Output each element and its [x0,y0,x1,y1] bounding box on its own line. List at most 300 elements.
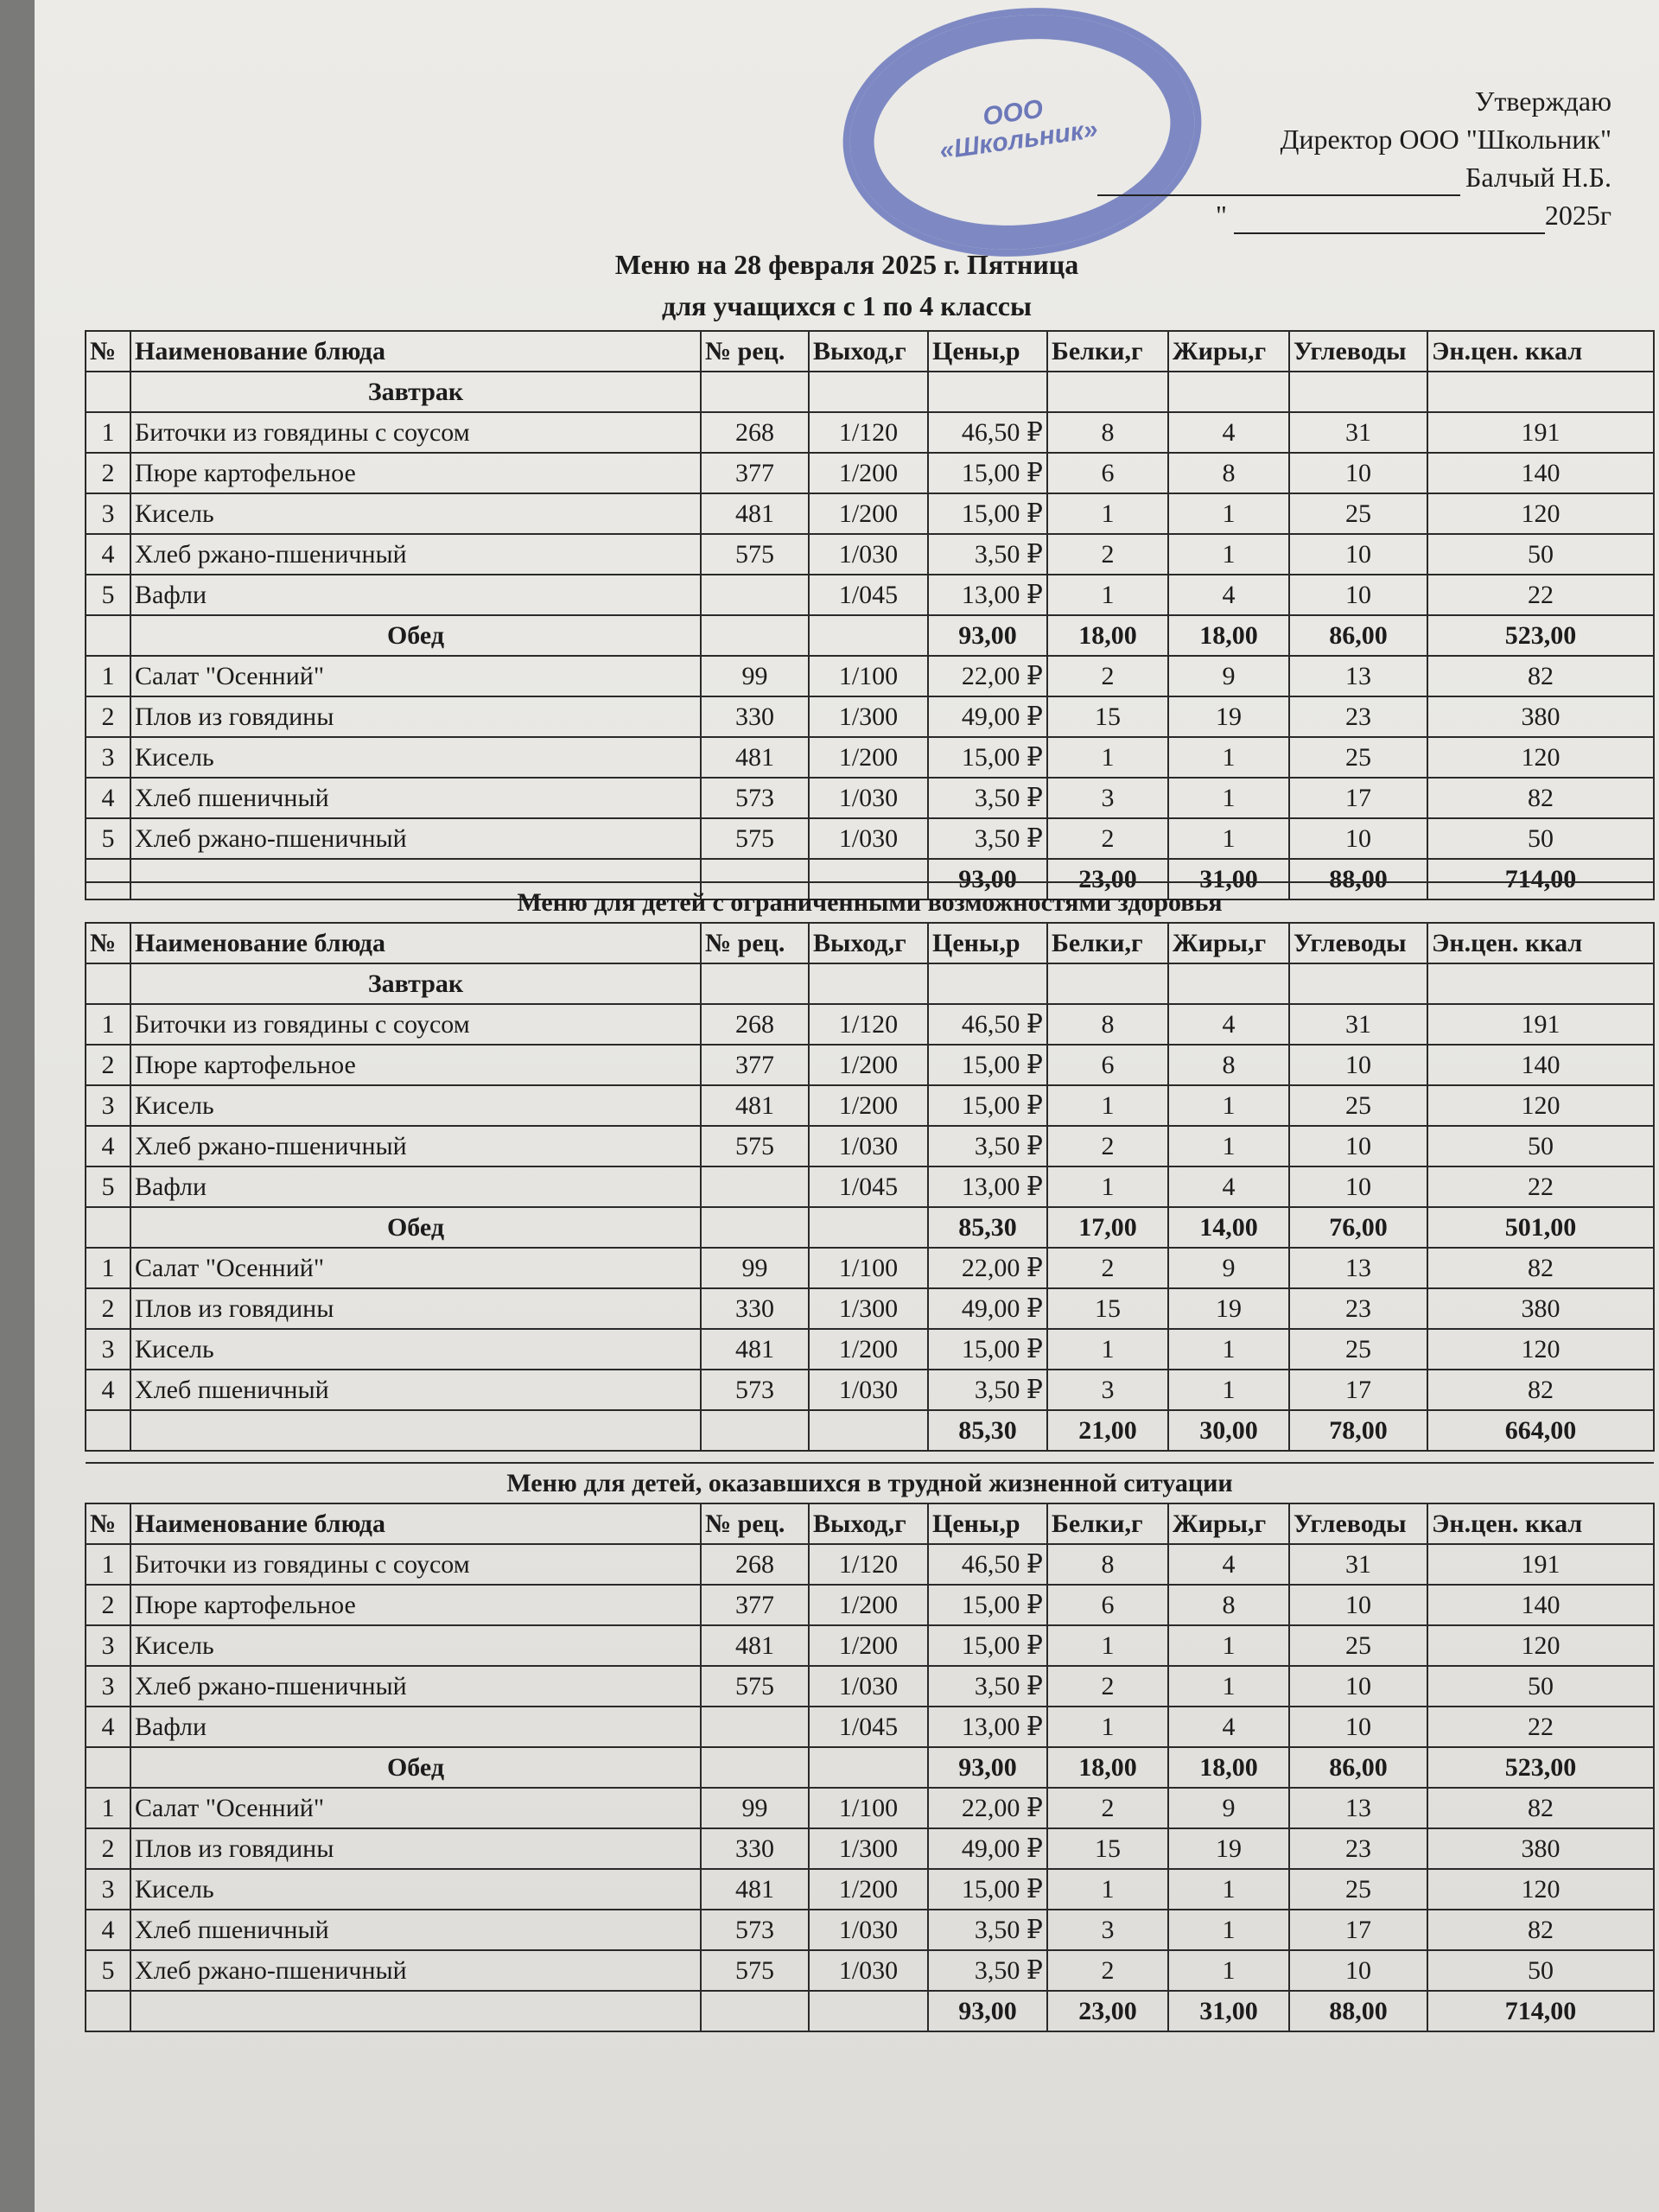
table-cell: 5 [86,818,130,859]
table-cell: 1 [86,1248,130,1288]
table-cell: 10 [1289,1585,1427,1625]
table-cell: 46,50 ₽ [928,412,1047,453]
empty-cell [1289,372,1427,412]
table-row [86,1869,1654,1910]
table-cell: 1/030 [809,534,928,575]
total-row [86,615,1654,656]
total-row [86,1410,1654,1451]
table-cell: 4 [86,1707,130,1747]
column-header: Выход,г [809,1503,928,1544]
table-cell: 1 [1047,1625,1168,1666]
column-header: Наименование блюда [130,1503,701,1544]
total-cell: 714,00 [1427,859,1654,899]
table-cell: 268 [701,1004,809,1045]
empty-cell [809,615,928,656]
empty-cell [86,1747,130,1788]
table-cell: 1/120 [809,412,928,453]
table-cell: 1 [1168,1869,1289,1910]
table-cell: 575 [701,534,809,575]
table-cell: 1 [86,656,130,696]
table-row [86,1166,1654,1207]
section-heading: Меню для детей, оказавшихся в трудной жизненной ситуации [86,1463,1654,1503]
table-cell: 3 [86,1085,130,1126]
table-cell: 1/030 [809,778,928,818]
table-cell: 1/030 [809,1126,928,1166]
table-cell: Биточки из говядины с соусом [130,1004,701,1045]
column-header: Жиры,г [1168,923,1289,963]
empty-cell [1047,963,1168,1004]
table-cell: 481 [701,1329,809,1370]
table-cell: 10 [1289,818,1427,859]
table-cell: 1 [86,412,130,453]
table-cell: 99 [701,1248,809,1288]
table-cell: 3,50 ₽ [928,818,1047,859]
table-cell: 191 [1427,1004,1654,1045]
table-cell: 191 [1427,1544,1654,1585]
table-row [86,1910,1654,1950]
table-cell: 5 [86,1166,130,1207]
column-header: Выход,г [809,923,928,963]
total-cell: 86,00 [1289,615,1427,656]
table-cell: 6 [1047,1045,1168,1085]
table-cell: Плов из говядины [130,1288,701,1329]
section-heading: Меню для детей с ограниченными возможностями здоровья [86,882,1654,923]
table-cell: 573 [701,778,809,818]
table-cell: 2 [1047,1788,1168,1828]
table-cell: 377 [701,1585,809,1625]
empty-cell [1047,372,1168,412]
empty-cell [1427,963,1654,1004]
date-year: 2025г [1544,200,1611,231]
table-cell: 8 [1047,412,1168,453]
approve-label: Утверждаю [1474,86,1611,117]
table-cell: 575 [701,1126,809,1166]
table-cell: 481 [701,1869,809,1910]
total-cell: 88,00 [1289,1991,1427,2031]
table-cell: 2 [1047,656,1168,696]
table-cell: 1 [1168,1625,1289,1666]
table-cell: 17 [1289,778,1427,818]
table-cell: 25 [1289,737,1427,778]
empty-cell [701,1207,809,1248]
table-cell: 140 [1427,1585,1654,1625]
total-cell: 714,00 [1427,1991,1654,2031]
meal-label: Завтрак [130,963,701,1004]
director-label: Директор ООО "Школьник" [1280,124,1611,155]
table-cell: 2 [1047,1126,1168,1166]
column-header: Углеводы [1289,923,1427,963]
table-cell: 17 [1289,1910,1427,1950]
table-cell: 575 [701,818,809,859]
table-cell: Салат "Осенний" [130,1788,701,1828]
table-cell: 120 [1427,1329,1654,1370]
table-cell: 1 [1047,1869,1168,1910]
table-header-row [86,923,1654,963]
meal-label: Обед [130,1207,701,1248]
table-cell [701,575,809,615]
table-cell: 4 [86,1370,130,1410]
table-cell: 120 [1427,737,1654,778]
table-cell: 49,00 ₽ [928,1288,1047,1329]
table-cell: 330 [701,1288,809,1329]
table-cell: 3 [1047,778,1168,818]
table-cell: 46,50 ₽ [928,1544,1047,1585]
table-cell: Кисель [130,1329,701,1370]
table-cell: 49,00 ₽ [928,1828,1047,1869]
table-cell: 3 [86,1869,130,1910]
table-cell: 15,00 ₽ [928,1085,1047,1126]
total-cell: 18,00 [1168,615,1289,656]
table-cell: 4 [1168,575,1289,615]
table-row [86,737,1654,778]
table-cell: 4 [86,778,130,818]
table-cell: 2 [86,453,130,493]
table-cell: 6 [1047,1585,1168,1625]
table-cell: 3 [1047,1910,1168,1950]
table-cell: 3,50 ₽ [928,1370,1047,1410]
column-header: № [86,923,130,963]
table-cell: 1 [1047,1329,1168,1370]
table-cell: 13,00 ₽ [928,1166,1047,1207]
table-cell: Хлеб ржано-пшеничный [130,534,701,575]
director-name: Балчый Н.Б. [1465,162,1611,193]
table-cell: 15,00 ₽ [928,1045,1047,1085]
table-cell: 1/120 [809,1004,928,1045]
table-cell: 1/200 [809,453,928,493]
table-cell: 1 [86,1788,130,1828]
table-cell: 8 [1047,1004,1168,1045]
table-cell: 377 [701,453,809,493]
page-subtitle: для учащихся с 1 по 4 классы [662,290,1032,321]
table-row [86,575,1654,615]
table-cell: 1/045 [809,1707,928,1747]
table-cell: Пюре картофельное [130,453,701,493]
column-header: Углеводы [1289,1503,1427,1544]
total-cell: 31,00 [1168,1991,1289,2031]
table-cell: 25 [1289,493,1427,534]
table-cell: 481 [701,1085,809,1126]
table-cell: 10 [1289,534,1427,575]
table-cell: 25 [1289,1329,1427,1370]
table-cell: 19 [1168,1828,1289,1869]
table-cell: 1/300 [809,696,928,737]
column-header: № рец. [701,923,809,963]
table-row [86,1370,1654,1410]
table-cell: 8 [1168,1585,1289,1625]
total-cell: 664,00 [1427,1410,1654,1451]
empty-cell [809,1207,928,1248]
table-cell: 50 [1427,1950,1654,1991]
column-header: Эн.цен. ккал [1427,1503,1654,1544]
table-cell: 2 [1047,1950,1168,1991]
table-cell: 2 [1047,818,1168,859]
total-cell: 30,00 [1168,1410,1289,1451]
table-cell: 19 [1168,696,1289,737]
section-heading-row [86,882,1654,923]
empty-cell [1168,963,1289,1004]
table-row [86,1666,1654,1707]
table-row [86,1707,1654,1747]
table-cell: 50 [1427,818,1654,859]
table-cell: 481 [701,737,809,778]
table-row [86,696,1654,737]
empty-cell [1168,372,1289,412]
table-cell: Кисель [130,1625,701,1666]
table-cell: 9 [1168,1788,1289,1828]
seal-center-text: ООО «Школьник» [938,94,1100,166]
table-cell: 15 [1047,1288,1168,1329]
table-cell: 13,00 ₽ [928,575,1047,615]
table-cell: 1/200 [809,1625,928,1666]
column-header: № [86,1503,130,1544]
approval-block [1097,82,1611,234]
table-cell: 22 [1427,1707,1654,1747]
table-cell: 1/200 [809,1045,928,1085]
table-cell: 2 [86,1585,130,1625]
table-cell: 377 [701,1045,809,1085]
table-cell: 1 [1047,1085,1168,1126]
table-cell: 1/200 [809,737,928,778]
table-cell: Вафли [130,1707,701,1747]
table-cell: Вафли [130,575,701,615]
total-cell: 85,30 [928,1207,1047,1248]
table-cell: Биточки из говядины с соусом [130,1544,701,1585]
empty-cell [701,372,809,412]
table-cell: 1/100 [809,1248,928,1288]
table-cell: 19 [1168,1288,1289,1329]
table-row [86,534,1654,575]
table-cell: 1/200 [809,493,928,534]
total-cell: 23,00 [1047,1991,1168,2031]
table-cell: Хлеб пшеничный [130,778,701,818]
empty-cell [1427,372,1654,412]
total-row [86,1747,1654,1788]
column-header: № рец. [701,331,809,372]
table-cell: 4 [1168,412,1289,453]
table-cell: 5 [86,1950,130,1991]
table-cell: 13 [1289,1788,1427,1828]
total-cell: 18,00 [1047,1747,1168,1788]
empty-cell [809,963,928,1004]
table-cell: 268 [701,412,809,453]
column-header: Цены,р [928,923,1047,963]
table-cell: 15 [1047,696,1168,737]
table-cell: 1/030 [809,1370,928,1410]
table-cell: 82 [1427,1370,1654,1410]
table-cell: Хлеб ржано-пшеничный [130,1666,701,1707]
table-cell: 1 [1047,1166,1168,1207]
column-header: Цены,р [928,1503,1047,1544]
empty-cell [86,963,130,1004]
table-cell: Вафли [130,1166,701,1207]
table-cell: 31 [1289,1004,1427,1045]
table-row [86,1788,1654,1828]
table-cell: 1 [1168,818,1289,859]
empty-cell [86,615,130,656]
column-header: Выход,г [809,331,928,372]
total-cell: 18,00 [1047,615,1168,656]
empty-cell [86,372,130,412]
empty-cell [928,372,1047,412]
table-cell: 120 [1427,1085,1654,1126]
total-row [86,1207,1654,1248]
total-cell: 17,00 [1047,1207,1168,1248]
table-cell: 8 [1047,1544,1168,1585]
column-header: Наименование блюда [130,923,701,963]
table-cell: 23 [1289,1288,1427,1329]
table-cell: 82 [1427,778,1654,818]
table-cell: 1 [1168,1085,1289,1126]
table-cell: 17 [1289,1370,1427,1410]
page-title: Меню на 28 февраля 2025 г. Пятница [614,249,1079,280]
table-cell: 13 [1289,1248,1427,1288]
empty-cell [86,1991,130,2031]
total-cell: 93,00 [928,859,1047,899]
date-quote: " [1215,200,1227,231]
table-row [86,1085,1654,1126]
menu-table-regular [85,330,1655,900]
table-cell: 3 [86,737,130,778]
table-cell: 573 [701,1370,809,1410]
total-cell: 78,00 [1289,1410,1427,1451]
table-cell: 3,50 ₽ [928,1910,1047,1950]
table-cell: 380 [1427,1828,1654,1869]
empty-cell [86,1207,130,1248]
table-cell: 2 [86,1828,130,1869]
column-header: № [86,331,130,372]
table-cell: 3,50 ₽ [928,778,1047,818]
table-cell: 99 [701,1788,809,1828]
total-cell: 85,30 [928,1410,1047,1451]
column-header: Белки,г [1047,331,1168,372]
table-row [86,1544,1654,1585]
table-cell: 25 [1289,1625,1427,1666]
table-cell: 1/300 [809,1288,928,1329]
total-cell: 21,00 [1047,1410,1168,1451]
table-cell: 1 [1047,737,1168,778]
table-cell: 575 [701,1666,809,1707]
table-cell: Хлеб ржано-пшеничный [130,1950,701,1991]
section-heading-row [86,1463,1654,1503]
table-cell: 1/030 [809,818,928,859]
total-cell: 88,00 [1289,859,1427,899]
table-cell: 22,00 ₽ [928,656,1047,696]
table-cell: 10 [1289,453,1427,493]
empty-cell [701,963,809,1004]
table-row [86,412,1654,453]
column-header: Углеводы [1289,331,1427,372]
table-cell: 50 [1427,534,1654,575]
column-header: Цены,р [928,331,1047,372]
table-cell: 1 [1168,1950,1289,1991]
table-cell: 1/030 [809,1950,928,1991]
empty-cell [809,1410,928,1451]
table-cell: 2 [86,696,130,737]
table-cell: 1 [1168,1370,1289,1410]
table-cell: Кисель [130,737,701,778]
table-cell: 3,50 ₽ [928,534,1047,575]
table-row [86,818,1654,859]
table-cell: 4 [86,1910,130,1950]
table-cell: 10 [1289,1950,1427,1991]
table-row [86,1828,1654,1869]
table-cell: 120 [1427,493,1654,534]
table-cell: 8 [1168,453,1289,493]
table-cell: 380 [1427,696,1654,737]
empty-cell [701,1991,809,2031]
table-cell [701,1166,809,1207]
table-cell: 3,50 ₽ [928,1126,1047,1166]
meal-label: Обед [130,1747,701,1788]
column-header: Жиры,г [1168,331,1289,372]
table-cell: 10 [1289,1666,1427,1707]
table-cell: 575 [701,1950,809,1991]
table-cell: 3 [86,493,130,534]
table-cell: 10 [1289,1126,1427,1166]
table-cell: 25 [1289,1085,1427,1126]
table-cell: 140 [1427,453,1654,493]
table-cell: 1 [1168,1329,1289,1370]
total-cell: 14,00 [1168,1207,1289,1248]
table-cell: 3 [86,1625,130,1666]
table-cell: 120 [1427,1625,1654,1666]
empty-cell [701,615,809,656]
table-cell: 10 [1289,575,1427,615]
table-cell: 2 [1047,534,1168,575]
table-cell: Хлеб пшеничный [130,1370,701,1410]
table-cell: 25 [1289,1869,1427,1910]
empty-cell [809,1747,928,1788]
table-cell: 50 [1427,1666,1654,1707]
table-row [86,493,1654,534]
table-cell: 4 [1168,1707,1289,1747]
table-cell: 9 [1168,656,1289,696]
table-cell: 22 [1427,575,1654,615]
table-cell: Плов из говядины [130,1828,701,1869]
table-cell: 1 [1168,1910,1289,1950]
table-cell: 481 [701,493,809,534]
total-cell: 23,00 [1047,859,1168,899]
table-cell: 1 [1168,1126,1289,1166]
table-row [86,1126,1654,1166]
table-cell [701,1707,809,1747]
menu-table-special-needs [85,881,1655,1452]
table-cell: 4 [1168,1004,1289,1045]
table-cell: 22,00 ₽ [928,1788,1047,1828]
empty-cell [928,963,1047,1004]
table-cell: 9 [1168,1248,1289,1288]
empty-cell [809,372,928,412]
table-cell: 15,00 ₽ [928,1625,1047,1666]
table-cell: 1/200 [809,1585,928,1625]
column-header: Белки,г [1047,1503,1168,1544]
table-cell: 380 [1427,1288,1654,1329]
table-cell: Кисель [130,1869,701,1910]
table-cell: 1/300 [809,1828,928,1869]
table-header-row [86,331,1654,372]
table-cell: 2 [86,1288,130,1329]
table-cell: 1 [1047,1707,1168,1747]
table-cell: 3 [1047,1370,1168,1410]
table-cell: 330 [701,696,809,737]
table-cell: 3,50 ₽ [928,1666,1047,1707]
empty-cell [809,1991,928,2031]
empty-cell [701,1747,809,1788]
table-cell: Пюре картофельное [130,1045,701,1085]
table-cell: 140 [1427,1045,1654,1085]
total-row [86,1991,1654,2031]
table-cell: 82 [1427,656,1654,696]
